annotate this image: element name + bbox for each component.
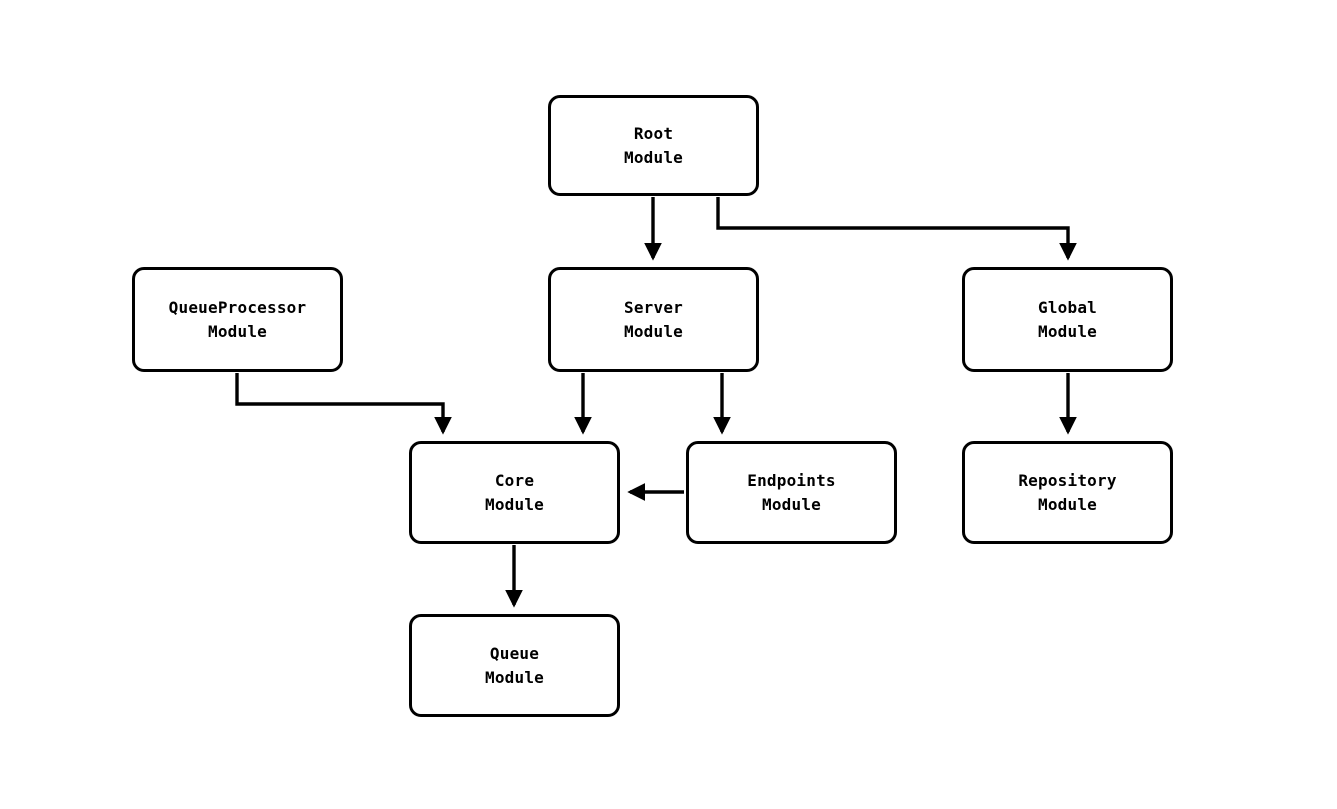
node-global-line2: Module <box>1038 321 1097 341</box>
node-server-line1: Server <box>624 298 683 318</box>
node-queueprocessor[interactable] <box>132 267 343 372</box>
node-root-line1: Root <box>633 124 674 144</box>
node-global-line1: Global <box>1038 298 1097 318</box>
node-repository-line1: Repository <box>1018 471 1117 491</box>
node-core-line1: Core <box>494 471 535 491</box>
node-queue[interactable] <box>409 614 620 717</box>
node-queue-line2: Module <box>485 667 544 687</box>
node-root[interactable] <box>548 95 759 196</box>
node-repository[interactable] <box>962 441 1173 544</box>
node-queueprocessor-line2: Module <box>208 321 267 341</box>
node-endpoints[interactable] <box>686 441 897 544</box>
node-global[interactable] <box>962 267 1173 372</box>
node-endpoints-line2: Module <box>762 494 821 514</box>
node-server[interactable] <box>548 267 759 372</box>
node-core[interactable] <box>409 441 620 544</box>
edge-root-global <box>718 197 1068 258</box>
node-core-line2: Module <box>485 494 544 514</box>
edge-queueprocessor-core <box>237 373 443 432</box>
node-endpoints-line1: Endpoints <box>747 471 836 491</box>
node-queue-line1: Queue <box>489 644 540 664</box>
node-queueprocessor-line1: QueueProcessor <box>168 298 307 318</box>
node-server-line2: Module <box>624 321 683 341</box>
node-root-line2: Module <box>624 147 683 167</box>
node-repository-line2: Module <box>1038 494 1097 514</box>
